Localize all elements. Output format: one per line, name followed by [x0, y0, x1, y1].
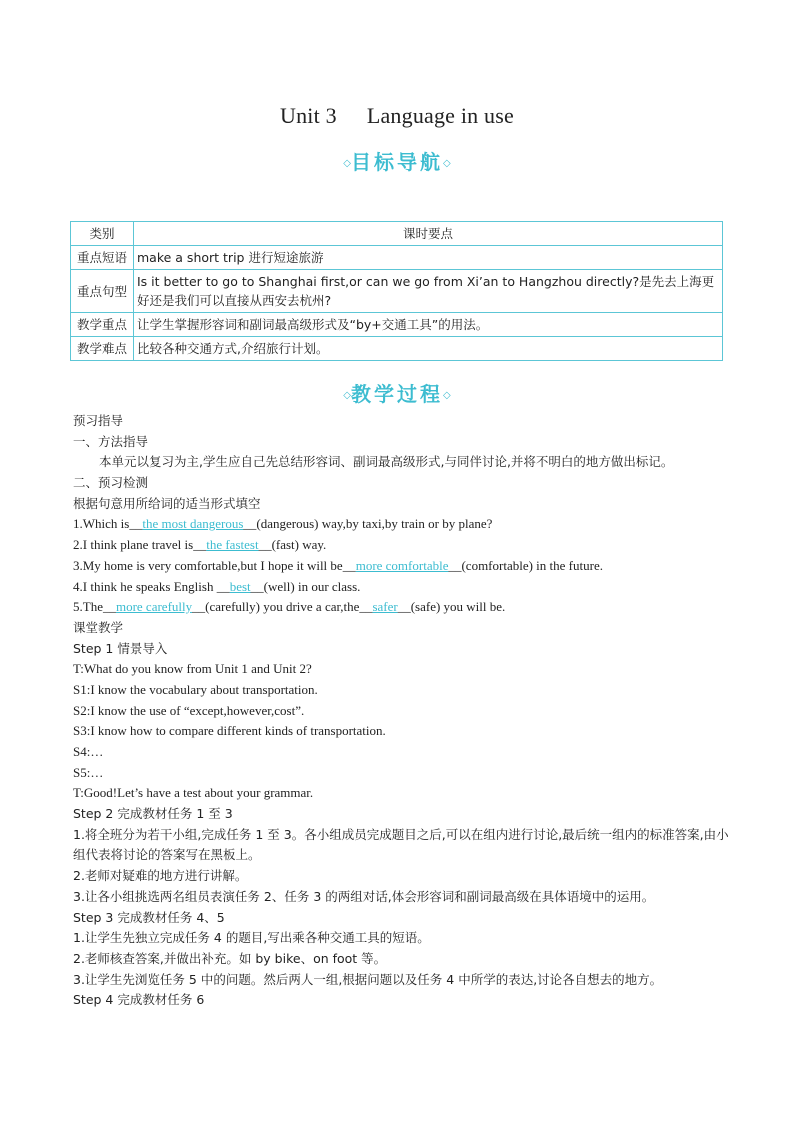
- check-instruction: 根据句意用所给词的适当形式填空: [73, 495, 261, 511]
- answer: the fastest: [206, 537, 259, 553]
- answer: safer: [372, 599, 398, 615]
- diamond-icon: ◇: [343, 158, 351, 169]
- step-2-heading: Step 2 完成教材任务 1 至 3: [73, 806, 233, 822]
- table-row: [71, 313, 723, 337]
- preview-heading: 预习指导: [73, 413, 124, 428]
- step-3-item: 1.让学生先独立完成任务 4 的题目,写出乘各种交通工具的短语。: [73, 930, 430, 946]
- row-content: make a short trip 进行短途旅游: [134, 246, 723, 270]
- unit-topic: Language in use: [366, 103, 514, 128]
- dialogue-line: T:What do you know from Unit 1 and Unit 2?: [73, 661, 312, 677]
- exercise-1: 1.Which is__the most dangerous__(dangerous) way,by taxi,by train or by plane?: [73, 516, 493, 532]
- lesson-points-table: [70, 221, 723, 361]
- diamond-icon: ◇: [343, 390, 351, 401]
- step-2-item: 1.将全班分为若干小组,完成任务 1 至 3。各小组成员完成题目之后,可以在组内进行讨论,最后统一组内的标准答案,由小组代表将讨论的答案写在黑板上。: [73, 826, 729, 863]
- step-4-heading: Step 4 完成教材任务 6: [73, 992, 205, 1008]
- table-row: [71, 246, 723, 270]
- step-1-heading: Step 1 情景导入: [73, 640, 168, 656]
- table-header-row: [71, 222, 723, 246]
- table-row: [71, 270, 723, 313]
- column-header-category: 类别: [71, 222, 134, 246]
- row-label: 重点句型: [71, 270, 134, 313]
- row-content: 比较各种交通方式,介绍旅行计划。: [134, 337, 723, 361]
- answer: best: [229, 578, 251, 594]
- section-heading-text: 教学过程: [351, 382, 443, 406]
- section-heading-process: [0, 378, 794, 407]
- dialogue-line: T:Good!Let’s have a test about your grammar.: [73, 785, 314, 801]
- dialogue-line: S2:I know the use of “except,however,cost”.: [73, 702, 305, 718]
- answer: more carefully: [115, 599, 193, 615]
- section-heading-goals: [0, 146, 794, 175]
- step-3-heading: Step 3 完成教材任务 4、5: [73, 909, 225, 925]
- row-label: 重点短语: [71, 246, 134, 270]
- step-3-item: 2.老师核查答案,并做出补充。如 by bike、on foot 等。: [73, 950, 387, 966]
- method-text: 本单元以复习为主,学生应自己先总结形容词、副词最高级形式,与同伴讨论,并将不明白的地方做出标记。: [99, 454, 674, 470]
- table-row: [71, 337, 723, 361]
- method-heading: 一、方法指导: [73, 433, 149, 449]
- lesson-body: [73, 411, 733, 1011]
- step-2-item: 3.让各小组挑选两名组员表演任务 2、任务 3 的两组对话,体会形容词和副词最高级在具体语境中的运用。: [73, 888, 655, 904]
- diamond-icon: ◇: [443, 158, 451, 169]
- column-header-points: 课时要点: [134, 222, 723, 246]
- row-label: 教学重点: [71, 313, 134, 337]
- step-3-item: 3.让学生先浏览任务 5 中的问题。然后两人一组,根据问题以及任务 4 中所学的表达,讨论各自想去的地方。: [73, 971, 663, 987]
- classroom-heading: 课堂教学: [73, 619, 124, 635]
- dialogue-line: S3:I know how to compare different kinds of transportation.: [73, 723, 386, 739]
- exercise-3: 3.My home is very comfortable,but I hope it will be__more comfortable__(comfortable) in the future.: [73, 557, 603, 573]
- unit-label: Unit 3: [280, 103, 337, 128]
- answer: more comfortable: [355, 557, 449, 573]
- dialogue-line: S4:…: [73, 744, 104, 759]
- step-2-item: 2.老师对疑难的地方进行讲解。: [73, 868, 248, 884]
- dialogue-line: S1:I know the vocabulary about transportation.: [73, 681, 318, 697]
- answer: the most dangerous: [142, 516, 244, 532]
- dialogue-line: S5:…: [73, 764, 104, 780]
- row-content: 让学生掌握形容词和副词最高级形式及“by+交通工具”的用法。: [134, 313, 723, 337]
- check-heading: 二、预习检测: [73, 475, 149, 491]
- exercise-5: 5.The__more carefully__(carefully) you drive a car,the__safer__(safe) you will be.: [73, 599, 506, 615]
- diamond-icon: ◇: [443, 390, 451, 401]
- exercise-2: 2.I think plane travel is__the fastest__(fast) way.: [73, 537, 327, 553]
- row-label: 教学难点: [71, 337, 134, 361]
- exercise-4: 4.I think he speaks English __best__(well) in our class.: [73, 578, 361, 594]
- section-heading-text: 目标导航: [351, 150, 443, 174]
- row-content: Is it better to go to Shanghai first,or can we go from Xi’an to Hangzhou directly?是先去上海更好还是我们可以直接从西安去杭州?: [134, 270, 723, 313]
- page-title: [0, 103, 794, 129]
